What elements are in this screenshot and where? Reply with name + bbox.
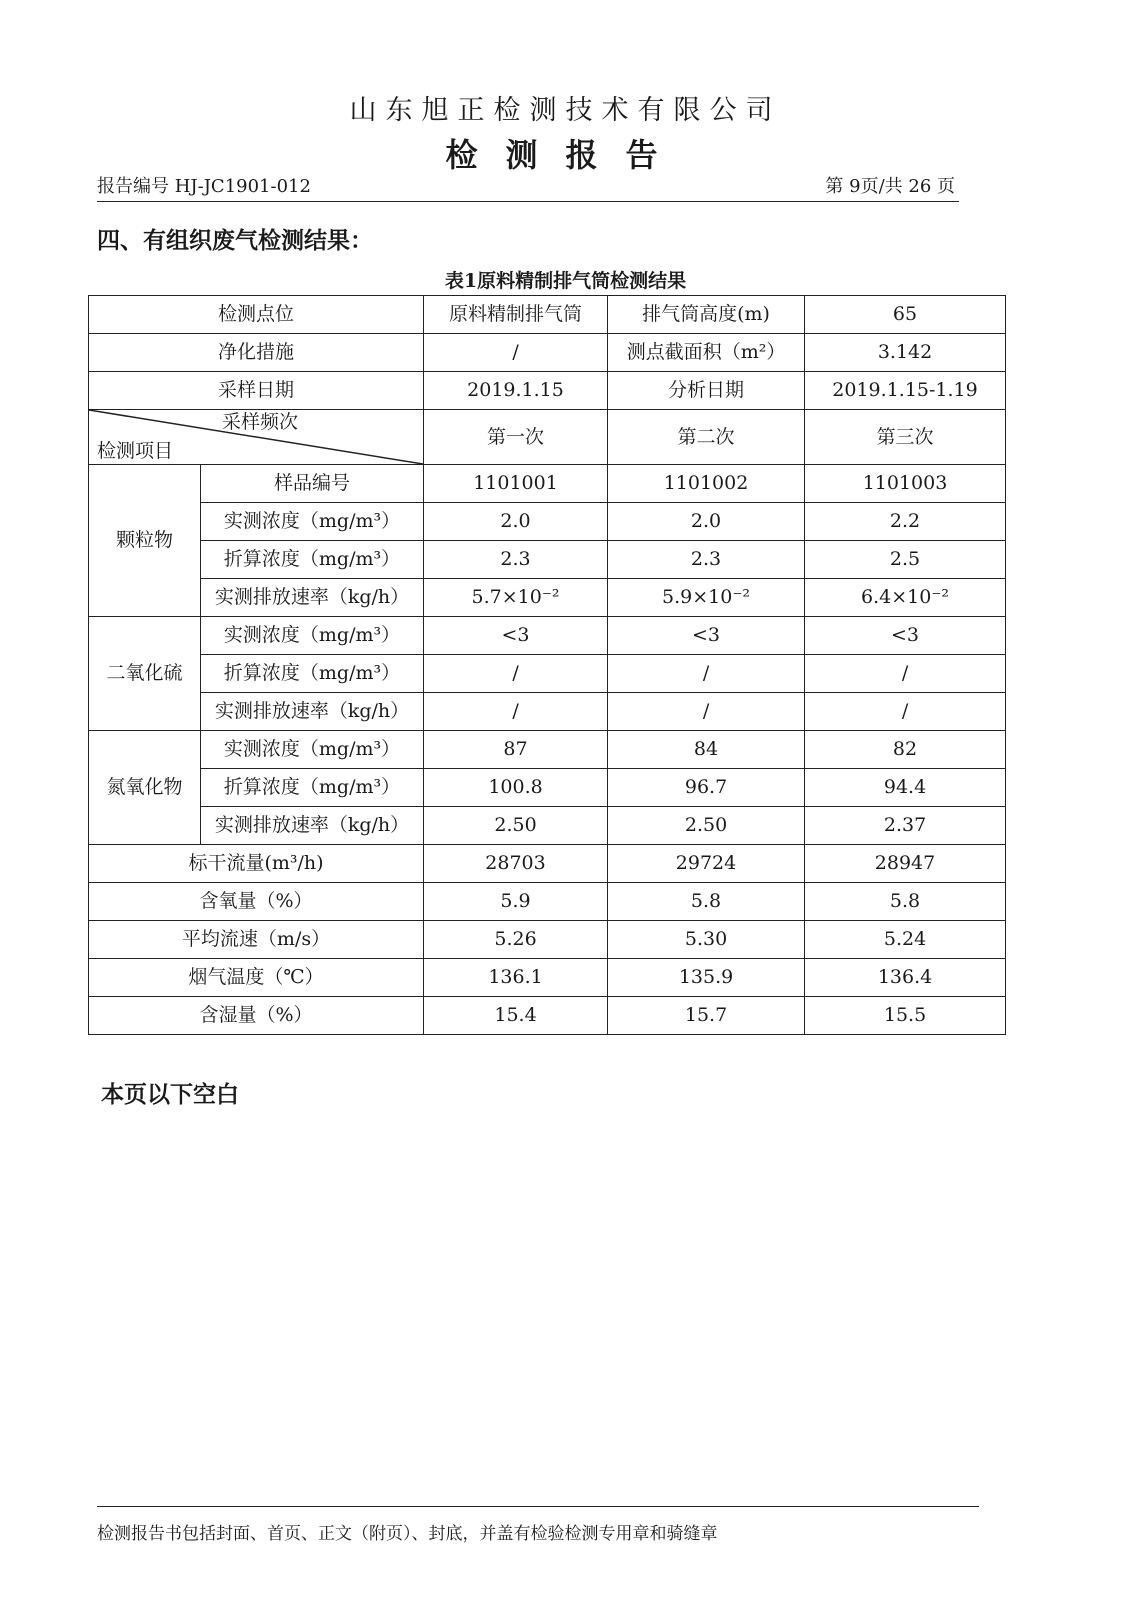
- table-row: [89, 959, 1006, 997]
- table-cell: 2.5: [805, 541, 1006, 579]
- row-label: 实测浓度（mg/m³）: [201, 503, 424, 541]
- report-number: 报告编号 HJ-JC1901-012: [97, 176, 311, 197]
- table-cell: <3: [805, 617, 1006, 655]
- table-cell: 6.4×10⁻²: [805, 579, 1006, 617]
- page-info: 第 9页/共 26 页: [825, 176, 955, 197]
- table-cell: 原料精制排气筒: [424, 296, 608, 334]
- table-cell: 96.7: [608, 769, 805, 807]
- table-cell: 2.2: [805, 503, 1006, 541]
- table-cell: 5.30: [608, 921, 805, 959]
- table-cell: 2.50: [424, 807, 608, 845]
- results-table: [88, 295, 1006, 1035]
- diag-top-label: 采样频次: [222, 411, 299, 433]
- table-row: [89, 655, 1006, 693]
- table-cell: 2.3: [424, 541, 608, 579]
- table-cell: 分析日期: [608, 372, 805, 410]
- section-title: 四、有组织废气检测结果：: [97, 227, 373, 254]
- table-row: [89, 769, 1006, 807]
- table-row: [89, 296, 1006, 334]
- table-cell: /: [608, 693, 805, 731]
- table-cell: 136.1: [424, 959, 608, 997]
- report-title: 检测报告: [445, 136, 686, 174]
- table-row: [89, 503, 1006, 541]
- row-label: 含湿量（%）: [89, 997, 424, 1035]
- table-row: [89, 997, 1006, 1035]
- table-cell: 检测点位: [89, 296, 424, 334]
- table-cell: 15.5: [805, 997, 1006, 1035]
- table-cell: 5.8: [608, 883, 805, 921]
- table-row: [89, 921, 1006, 959]
- group-label: 颗粒物: [89, 465, 201, 617]
- table-cell: /: [424, 334, 608, 372]
- table-cell: 135.9: [608, 959, 805, 997]
- row-label: 烟气温度（℃）: [89, 959, 424, 997]
- table-row: [89, 372, 1006, 410]
- table-cell: /: [805, 693, 1006, 731]
- table-cell: 2.3: [608, 541, 805, 579]
- table-cell: 5.26: [424, 921, 608, 959]
- table-cell: 87: [424, 731, 608, 769]
- table-cell: 65: [805, 296, 1006, 334]
- column-header: 第三次: [805, 410, 1006, 465]
- row-label: 折算浓度（mg/m³）: [201, 655, 424, 693]
- table-cell: 2019.1.15-1.19: [805, 372, 1006, 410]
- table-cell: 100.8: [424, 769, 608, 807]
- table-cell: 测点截面积（m²）: [608, 334, 805, 372]
- table-cell: /: [424, 655, 608, 693]
- row-label: 实测浓度（mg/m³）: [201, 617, 424, 655]
- table-row: [89, 731, 1006, 769]
- table-cell: /: [424, 693, 608, 731]
- table-row: [89, 579, 1006, 617]
- table-cell: 净化措施: [89, 334, 424, 372]
- table-cell: 2019.1.15: [424, 372, 608, 410]
- table-cell: 136.4: [805, 959, 1006, 997]
- table-cell: 排气筒高度(m): [608, 296, 805, 334]
- table-row: [89, 883, 1006, 921]
- company-name: 山东旭正检测技术有限公司: [349, 95, 782, 126]
- table-row: [89, 617, 1006, 655]
- table-cell: 84: [608, 731, 805, 769]
- table-cell: 2.0: [424, 503, 608, 541]
- row-label: 折算浓度（mg/m³）: [201, 769, 424, 807]
- row-label: 实测排放速率（kg/h）: [201, 807, 424, 845]
- table-header-row: [89, 410, 1006, 465]
- row-label: 实测排放速率（kg/h）: [201, 693, 424, 731]
- table-row: [89, 693, 1006, 731]
- diag-bottom-label: 检测项目: [97, 440, 174, 463]
- row-label: 样品编号: [201, 465, 424, 503]
- table-cell: /: [608, 655, 805, 693]
- diagonal-header-cell: [89, 410, 424, 465]
- table-cell: 5.24: [805, 921, 1006, 959]
- table-row: [89, 541, 1006, 579]
- row-label: 折算浓度（mg/m³）: [201, 541, 424, 579]
- row-label: 实测排放速率（kg/h）: [201, 579, 424, 617]
- table-row: [89, 807, 1006, 845]
- group-label: 氮氧化物: [89, 731, 201, 845]
- table-cell: 94.4: [805, 769, 1006, 807]
- table-cell: 2.0: [608, 503, 805, 541]
- table-cell: 82: [805, 731, 1006, 769]
- table-cell: 2.50: [608, 807, 805, 845]
- row-label: 标干流量(m³/h): [89, 845, 424, 883]
- table-cell: 采样日期: [89, 372, 424, 410]
- row-label: 实测浓度（mg/m³）: [201, 731, 424, 769]
- table-row: [89, 334, 1006, 372]
- table-cell: 1101002: [608, 465, 805, 503]
- table-row: [89, 845, 1006, 883]
- table-cell: /: [805, 655, 1006, 693]
- table-cell: 5.8: [805, 883, 1006, 921]
- table-cell: 5.7×10⁻²: [424, 579, 608, 617]
- blank-note: 本页以下空白: [101, 1081, 239, 1108]
- table-cell: 5.9×10⁻²: [608, 579, 805, 617]
- row-label: 含氧量（%）: [89, 883, 424, 921]
- column-header: 第一次: [424, 410, 608, 465]
- table-row: [89, 465, 1006, 503]
- table-cell: 1101001: [424, 465, 608, 503]
- table-cell: <3: [424, 617, 608, 655]
- table-cell: 28947: [805, 845, 1006, 883]
- table-cell: 15.4: [424, 997, 608, 1035]
- row-label: 平均流速（m/s）: [89, 921, 424, 959]
- table-cell: 3.142: [805, 334, 1006, 372]
- table-cell: 28703: [424, 845, 608, 883]
- table-cell: 29724: [608, 845, 805, 883]
- column-header: 第二次: [608, 410, 805, 465]
- table-cell: <3: [608, 617, 805, 655]
- footer-note: 检测报告书包括封面、首页、正文（附页）、封底，并盖有检验检测专用章和骑缝章: [97, 1506, 979, 1544]
- table-caption: 表1原料精制排气筒检测结果: [444, 270, 687, 292]
- table-cell: 1101003: [805, 465, 1006, 503]
- group-label: 二氧化硫: [89, 617, 201, 731]
- table-cell: 5.9: [424, 883, 608, 921]
- table-cell: 2.37: [805, 807, 1006, 845]
- table-cell: 15.7: [608, 997, 805, 1035]
- report-meta: [97, 175, 959, 202]
